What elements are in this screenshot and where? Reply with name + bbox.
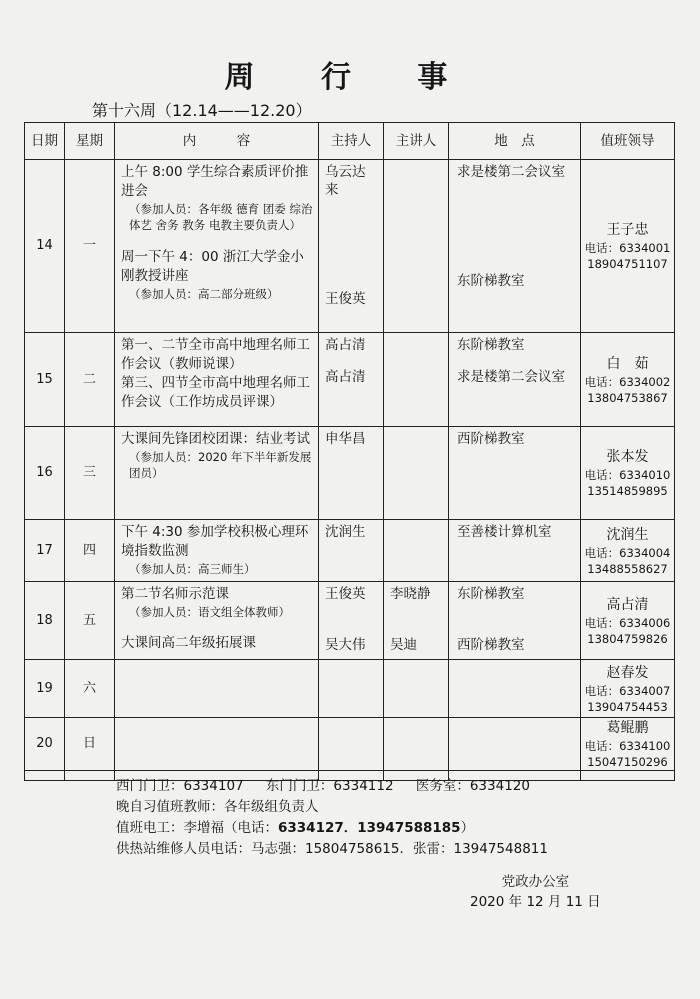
duty-leader-mobile: 15047150296 [587, 755, 668, 769]
west-gate-phone: 西门门卫：6334107 [116, 778, 244, 794]
cell-weekday: 二 [65, 333, 115, 427]
page-title: 周 行 事 [224, 60, 476, 95]
duty-leader-phone: 电话：6334004 [584, 545, 671, 560]
location-name: 东阶梯教室 [457, 337, 525, 353]
cell-weekday: 五 [65, 582, 115, 660]
host-name: 申华昌 [325, 431, 366, 447]
location-name: 西阶梯教室 [457, 637, 525, 653]
table-row [25, 333, 675, 427]
cell-content [115, 160, 319, 333]
duty-leader-mobile: 18904751107 [587, 257, 668, 271]
event-title: 大课间先锋团校团课：结业考试 [121, 431, 310, 447]
cell-weekday: 四 [65, 520, 115, 582]
cell-duty [581, 660, 675, 718]
duty-leader-phone: 电话：6334001 [584, 241, 671, 255]
duty-leader-mobile: 13514859895 [587, 484, 668, 498]
host-name: 乌云达来 [325, 164, 366, 198]
location-name: 求是楼第二会议室 [457, 164, 565, 180]
table-row [25, 582, 675, 660]
header-location: 地 点 [449, 123, 581, 160]
duty-leader-phone: 电话：6334002 [584, 374, 671, 389]
cell-speaker [384, 520, 449, 582]
cell-date: 18 [25, 582, 65, 660]
speaker-name: 李晓静 [390, 586, 431, 602]
cell-date: 17 [25, 520, 65, 582]
host-name: 高占清 [325, 369, 366, 385]
event-title: 大课间高二年级拓展课 [121, 635, 256, 651]
event-attendees: （参加人员：高二部分班级） [129, 287, 279, 301]
event-title: 第二节名师示范课 [121, 586, 229, 602]
cell-date: 14 [25, 160, 65, 333]
duty-leader-phone: 电话：6334006 [584, 615, 671, 630]
host-name: 王俊英 [325, 586, 366, 602]
cell-host [319, 582, 384, 660]
event-title: 下午 4:30 参加学校积极心理环境指数监测 [121, 524, 309, 559]
cell-date: 20 [25, 718, 65, 771]
cell-location [449, 718, 581, 771]
duty-leader-name: 白 茹 [606, 355, 649, 372]
duty-leader-mobile: 13804753867 [587, 390, 668, 405]
cell-duty [581, 520, 675, 582]
duty-leader-name: 葛鲲鹏 [606, 720, 649, 736]
location-name: 西阶梯教室 [457, 431, 525, 447]
cell-date: 15 [25, 333, 65, 427]
evening-duty: 晚自习值班教师：各年级组负责人 [116, 799, 319, 815]
contact-footer [116, 776, 548, 860]
signature-block [470, 872, 601, 912]
duty-leader-name: 高占清 [606, 596, 649, 613]
event-attendees: （参加人员：高三师生） [129, 562, 256, 576]
cell-content [115, 333, 319, 427]
cell-duty [581, 582, 675, 660]
location-name: 东阶梯教室 [457, 273, 525, 289]
cell-host [319, 160, 384, 333]
duty-leader-name: 张本发 [606, 449, 649, 465]
cell-speaker [384, 660, 449, 718]
host-name: 吴大伟 [325, 637, 366, 653]
phone-line [116, 776, 548, 797]
table-row [25, 718, 675, 771]
duty-leader-phone: 电话：6334100 [584, 739, 671, 753]
schedule-table [24, 122, 675, 781]
cell-content [115, 718, 319, 771]
cell-location [449, 660, 581, 718]
electrician-label: 值班电工：李增福（电话： [116, 820, 278, 836]
cell-location [449, 427, 581, 520]
duty-leader-phone: 电话：6334010 [584, 468, 671, 482]
cell-duty [581, 718, 675, 771]
cell-location [449, 160, 581, 333]
week-label: 第十六周（12.14——12.20） [92, 101, 312, 120]
issue-date: 2020 年 12 月 11 日 [470, 894, 601, 910]
cell-speaker [384, 333, 449, 427]
event-attendees: （参加人员：语文组全体教师） [129, 605, 290, 619]
header-weekday: 星期 [65, 123, 115, 160]
cell-content [115, 582, 319, 660]
heating-repair-phone: 供热站维修人员电话：马志强：15804758615．张雷：13947548811 [116, 841, 548, 857]
duty-leader-mobile: 13904754453 [587, 699, 668, 714]
table-header-row [25, 123, 675, 160]
cell-speaker [384, 427, 449, 520]
cell-date: 19 [25, 660, 65, 718]
cell-host [319, 333, 384, 427]
cell-speaker [384, 160, 449, 333]
location-name: 求是楼第二会议室 [457, 369, 565, 385]
cell-host [319, 427, 384, 520]
header-content: 内 容 [115, 123, 319, 160]
header-host: 主持人 [319, 123, 384, 160]
cell-location [449, 333, 581, 427]
table-row [25, 160, 675, 333]
event-attendees: （参加人员：2020 年下半年新发展团员） [129, 450, 312, 480]
cell-weekday: 六 [65, 660, 115, 718]
cell-content [115, 427, 319, 520]
electrician-phone: 6334127．13947588185 [278, 820, 461, 836]
cell-speaker [384, 582, 449, 660]
speaker-name: 吴迪 [390, 637, 417, 653]
cell-duty [581, 160, 675, 333]
cell-location [449, 520, 581, 582]
cell-speaker [384, 718, 449, 771]
cell-location [449, 582, 581, 660]
issuing-office: 党政办公室 [501, 874, 570, 890]
cell-weekday: 一 [65, 160, 115, 333]
cell-weekday: 日 [65, 718, 115, 771]
cell-host [319, 718, 384, 771]
east-gate-phone: 东门门卫：6334112 [265, 778, 394, 794]
cell-duty [581, 333, 675, 427]
host-name: 高占清 [325, 337, 366, 353]
cell-content [115, 520, 319, 582]
duty-leader-name: 沈润生 [606, 526, 649, 543]
duty-leader-phone: 电话：6334007 [584, 683, 671, 698]
event-title: 周一下午 4：00 浙江大学金小刚教授讲座 [121, 249, 304, 284]
host-name: 沈润生 [325, 524, 366, 540]
duty-leader-mobile: 13804759826 [587, 631, 668, 646]
table-row [25, 427, 675, 520]
cell-weekday: 三 [65, 427, 115, 520]
cell-date: 16 [25, 427, 65, 520]
table-row [25, 520, 675, 582]
event-title: 第三、四节全市高中地理名师工作会议（工作坊成员评课） [121, 375, 310, 410]
clinic-phone: 医务室：6334120 [415, 778, 530, 794]
cell-host [319, 660, 384, 718]
duty-leader-name: 赵春发 [606, 664, 649, 681]
header-duty: 值班领导 [581, 123, 675, 160]
event-title: 上午 8:00 学生综合素质评价推进会 [121, 164, 309, 199]
cell-content [115, 660, 319, 718]
header-date: 日期 [25, 123, 65, 160]
event-title: 第一、二节全市高中地理名师工作会议（教师说课） [121, 337, 310, 372]
location-name: 至善楼计算机室 [457, 524, 552, 540]
cell-duty [581, 427, 675, 520]
electrician-close: ） [460, 820, 475, 836]
event-attendees: （参加人员：各年级 德育 团委 综治 体艺 舍务 教务 电教主要负责人） [129, 202, 313, 232]
host-name: 王俊英 [325, 291, 366, 307]
duty-leader-name: 王子忠 [606, 222, 649, 238]
duty-leader-mobile: 13488558627 [587, 561, 668, 576]
cell-host [319, 520, 384, 582]
header-speaker: 主讲人 [384, 123, 449, 160]
location-name: 东阶梯教室 [457, 586, 525, 602]
table-row [25, 660, 675, 718]
electrician-line [116, 818, 548, 839]
